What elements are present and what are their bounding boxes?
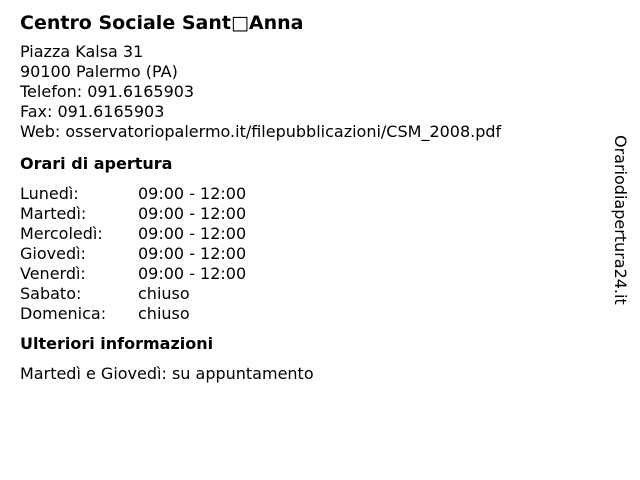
hours-day: Mercoledì: (20, 224, 103, 243)
fax-number: Fax: 091.6165903 (20, 102, 165, 121)
hours-row (20, 284, 600, 304)
street-address: Piazza Kalsa 31 (20, 42, 144, 61)
hours-row (20, 264, 600, 284)
hours-row (20, 304, 600, 324)
hours-day: Lunedì: (20, 184, 79, 203)
hours-time: 09:00 - 12:00 (138, 224, 247, 243)
address-block (20, 42, 600, 142)
hours-time: 09:00 - 12:00 (138, 184, 247, 203)
hours-heading: Orari di apertura (20, 154, 173, 173)
hours-day: Sabato: (20, 284, 82, 303)
hours-day: Giovedì: (20, 244, 86, 263)
hours-day: Domenica: (20, 304, 107, 323)
info-text: Martedì e Giovedì: su appuntamento (20, 364, 314, 383)
hours-day: Venerdì: (20, 264, 86, 283)
hours-table (20, 184, 600, 324)
phone-number: Telefon: 091.6165903 (20, 82, 195, 101)
hours-time: chiuso (138, 284, 190, 303)
page-title: Centro Sociale Sant□Anna (20, 12, 304, 34)
hours-time: 09:00 - 12:00 (138, 204, 247, 223)
hours-row (20, 184, 600, 204)
hours-row (20, 224, 600, 244)
hours-time: 09:00 - 12:00 (138, 244, 247, 263)
website-link: Web: osservatoriopalermo.it/filepubblicazioni/CSM_2008.pdf (20, 122, 502, 141)
hours-time: 09:00 - 12:00 (138, 264, 247, 283)
hours-row (20, 204, 600, 224)
city-address: 90100 Palermo (PA) (20, 62, 178, 81)
hours-day: Martedì: (20, 204, 87, 223)
business-card (20, 10, 600, 384)
brand-watermark: Orariodiapertura24.it (611, 135, 630, 305)
hours-time: chiuso (138, 304, 190, 323)
info-heading: Ulteriori informazioni (20, 334, 214, 353)
hours-row (20, 244, 600, 264)
